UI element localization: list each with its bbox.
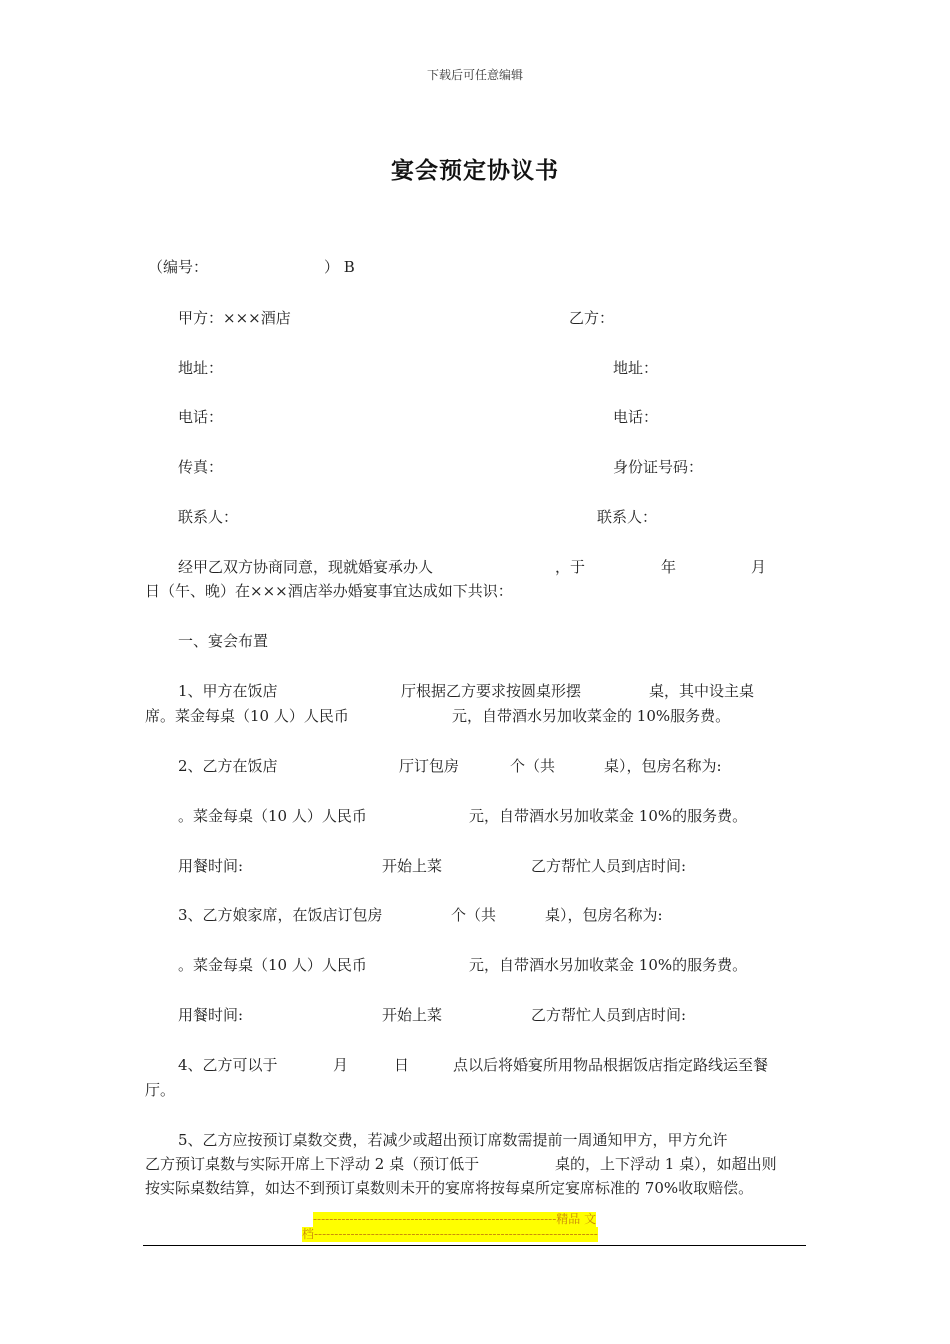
item-5-line-2b: 桌的，上下浮动 1 桌），如超出则 (555, 1155, 777, 1173)
item-2-helper-time: 乙方帮忙人员到店时间: (531, 857, 687, 875)
party-a-contact: 联系人： (178, 508, 239, 526)
section-1-heading: 一、宴会布置 (178, 632, 269, 650)
party-b-contact: 联系人： (597, 508, 658, 526)
item-3-line-2a: 。菜金每桌（10 人）人民币 (178, 956, 367, 974)
item-2-text-a: 2、乙方在饭店 (178, 757, 278, 775)
number-label: （编号： (148, 258, 209, 276)
item-4-text-d: 点以后将婚宴所用物品根据饭店指定路线运至餐 (453, 1056, 769, 1074)
party-a-phone: 电话： (178, 408, 224, 426)
item-3-serve-start: 开始上菜 (382, 1006, 443, 1024)
party-b-phone: 电话： (613, 408, 659, 426)
party-b-address: 地址： (613, 359, 659, 377)
party-b-name: 乙方： (569, 309, 615, 327)
item-4-line-2: 厅。 (145, 1081, 176, 1099)
item-2-line-2b: 元，自带酒水另加收菜金 10%的服务费。 (469, 807, 748, 825)
item-5-line-2a: 乙方预订桌数与实际开席上下浮动 2 桌（预订低于 (145, 1155, 480, 1173)
item-3-text-b: 个（共 (451, 906, 497, 924)
footer-watermark-line-1: ------------------------------------------------------------精品 文 (313, 1212, 597, 1226)
footer-divider (143, 1245, 806, 1246)
item-3-text-a: 3、乙方娘家席，在饭店订包房 (178, 906, 383, 924)
intro-text-b: ，于 (555, 558, 586, 576)
item-4-month: 月 (333, 1056, 349, 1074)
item-1-text-c: 桌，其中设主桌 (649, 682, 755, 700)
item-2-serve-start: 开始上菜 (382, 857, 443, 875)
item-4-text-a: 4、乙方可以于 (178, 1056, 278, 1074)
party-a-fax: 传真： (178, 458, 224, 476)
item-3-meal-time: 用餐时间: (178, 1006, 244, 1024)
item-2-text-d: 桌），包房名称为: (604, 757, 722, 775)
item-2-text-b: 厅订包房 (399, 757, 460, 775)
item-1-text-a: 1、甲方在饭店 (178, 682, 278, 700)
item-4-day: 日 (394, 1056, 410, 1074)
intro-year: 年 (661, 558, 677, 576)
item-3-helper-time: 乙方帮忙人员到店时间: (531, 1006, 687, 1024)
item-2-meal-time: 用餐时间: (178, 857, 244, 875)
item-5-line-3: 按实际桌数结算，如达不到预订桌数则未开的宴席将按每桌所定宴席标准的 70%收取赔偿。 (145, 1179, 754, 1197)
number-suffix: ） B (324, 258, 355, 276)
item-5-line-1: 5、乙方应按预订桌数交费，若减少或超出预订席数需提前一周通知甲方，甲方允许 (178, 1131, 728, 1149)
intro-text-a: 经甲乙双方协商同意，现就婚宴承办人 (178, 558, 434, 576)
intro-month: 月 (751, 558, 767, 576)
intro-line-2: 日（午、晚）在×××酒店举办婚宴事宜达成如下共识： (145, 582, 513, 600)
party-a-address: 地址： (178, 359, 224, 377)
item-3-text-c: 桌），包房名称为: (545, 906, 663, 924)
party-a-name: 甲方：×××酒店 (178, 309, 291, 327)
party-b-id-number: 身份证号码： (613, 458, 704, 476)
footer-watermark-line-2: 档---------------------------------------------------------------------- (302, 1227, 598, 1241)
item-1-text-b: 厅根据乙方要求按圆桌形摆 (401, 682, 582, 700)
item-3-line-2b: 元，自带酒水另加收菜金 10%的服务费。 (469, 956, 748, 974)
item-1-line-2b: 元，自带酒水另加收菜金的 10%服务费。 (452, 707, 731, 725)
page-header: 下载后可任意编辑 (426, 68, 523, 82)
item-2-text-c: 个（共 (510, 757, 556, 775)
document-title: 宴会预定协议书 (391, 157, 559, 184)
item-1-line-2a: 席。菜金每桌（10 人）人民币 (145, 707, 349, 725)
item-2-line-2a: 。菜金每桌（10 人）人民币 (178, 807, 367, 825)
